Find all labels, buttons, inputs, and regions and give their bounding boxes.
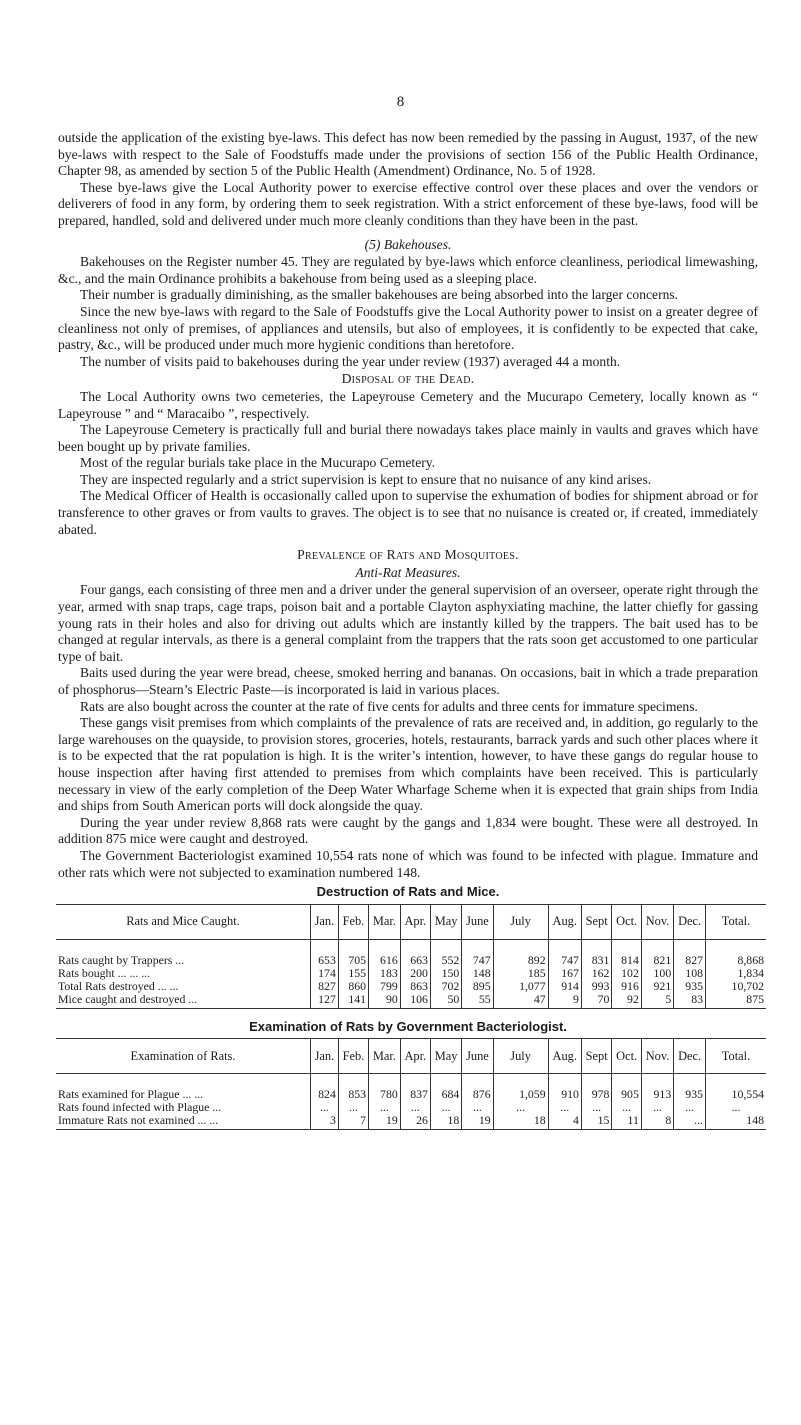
table-cell: 837 [400,1088,430,1101]
paragraph: Four gangs, each consisting of three men and a driver under the general supervision of an overseer, operate right through the year, armed with snap traps, cage traps, poison bait and a portable Clayton asphyxiating machine, the latter chiefly for gassing young rats in their holes and also for driving out adults which are instantly killed by the trappers. The bait used has to be changed at regular intervals, as there is a general complaint from the trappers that the rats soon get accustomed to one particular type of bait. [58,582,758,664]
column-header: Oct. [612,904,641,939]
paragraph: outside the application of the existing bye-laws. This defect has now been remedied by the passing in August, 1937, of the new bye-laws with respect to the Sale of Foodstuffs made under the provisions of section 156 of the Public Health Ordinance, Chapter 98, as amended by section 5 of the Public Health (Amendment) Ordinance, No. 5 of 1928. [58,130,758,179]
table-cell: 162 [581,967,612,980]
column-header: Jan. [311,904,339,939]
column-header: Nov. [641,904,673,939]
column-header: Oct. [612,1039,641,1074]
table-row [56,1114,766,1130]
table-cell: 860 [338,980,368,993]
column-header: May [430,904,461,939]
table-cell: 10,702 [706,980,767,993]
table-cell: 148 [706,1114,767,1130]
table-title-examination: Examination of Rats by Government Bacteriologist. [249,1018,567,1034]
column-header: Sept [581,1039,612,1074]
table-cell: 4 [548,1114,581,1130]
table-header-row [56,1039,766,1074]
row-label: Mice caught and destroyed ... [56,993,311,1009]
paragraph: The Lapeyrouse Cemetery is practically full and burial there nowadays takes place mainly in vaults and graves which have been bought up by private families. [58,422,758,454]
column-header: Rats and Mice Caught. [56,904,311,939]
table-cell: 663 [400,954,430,967]
table-cell: 910 [548,1088,581,1101]
column-header: Total. [706,904,767,939]
table-cell: 799 [369,980,401,993]
column-header: Total. [706,1039,767,1074]
paragraph: Their number is gradually diminishing, as the smaller bakehouses are being absorbed into the larger concerns. [80,287,679,303]
paragraph: They are inspected regularly and a strict supervision is kept to ensure that no nuisance of any kind arises. [80,471,652,487]
paragraph: Bakehouses on the Register number 45. They are regulated by bye-laws which enforce cleanliness, periodical limewashing, &c., and the main Ordinance prohibits a bakehouse from being used as a sleeping place. [58,254,758,286]
column-header: June [462,1039,493,1074]
table-cell: 26 [400,1114,430,1130]
column-header: Dec. [674,1039,706,1074]
paragraph: Rats are also bought across the counter at the rate of five cents for adults and three cents for immature specimens. [80,698,698,714]
table-cell: 5 [641,993,673,1009]
page-number: 8 [396,94,405,110]
paragraph: Most of the regular burials take place in the Mucurapo Cemetery. [80,455,436,471]
section-heading-rats-mosquitoes: Prevalence of Rats and Mosquitoes. [297,547,519,563]
column-header: Apr. [400,1039,430,1074]
table-cell: 19 [369,1114,401,1130]
table-cell: 653 [311,954,339,967]
paragraph: The Government Bacteriologist examined 10,554 rats none of which was found to be infected with plague. Immature and other rats which were not subjected to examination numbered 148. [58,847,758,880]
column-header: Mar. [369,904,401,939]
table-cell: 1,059 [493,1088,548,1101]
paragraph: These bye-laws give the Local Authority power to exercise effective control over these places and over the vendors or deliverers of food in any form, by ordering them to seek registration. With a strict enforcement of these bye-laws, food will be prepared, handled, sold and delivered under much more cleanly conditions than they have been in the past. [58,179,758,228]
row-label: Rats bought ... ... ... [58,965,151,980]
table-cell: 47 [493,993,548,1009]
column-header: Feb. [338,904,368,939]
table-cell: 141 [338,993,368,1009]
table-cell: ... [462,1101,493,1114]
table-cell: 978 [581,1088,612,1101]
paragraph: During the year under review 8,868 rats were caught by the gangs and 1,834 were bought. These were all destroyed. In addition 875 mice were caught and destroyed. [58,814,758,847]
table-cell: 90 [369,993,401,1009]
paragraph: The number of visits paid to bakehouses during the year under review (1937) averaged 44 a month. [80,353,621,369]
column-header: May [430,1039,461,1074]
table-cell: 993 [581,980,612,993]
table-cell: 876 [462,1088,493,1101]
table-row [56,967,766,980]
table-row [56,954,766,967]
table-cell: 8 [641,1114,673,1130]
section-heading-bakehouses: (5) Bakehouses. [364,236,452,252]
table-cell: 821 [641,954,673,967]
table-cell: 55 [462,993,493,1009]
table-cell: 831 [581,954,612,967]
table-cell: 183 [369,967,401,980]
table-cell: ... [311,1101,339,1114]
table-cell: ... [706,1101,767,1114]
table-cell: 9 [548,993,581,1009]
table-cell: ... [641,1101,673,1114]
column-header: Aug. [548,904,581,939]
table-cell: 70 [581,993,612,1009]
table-header-row [56,904,766,939]
paragraph: Since the new bye-laws with regard to the Sale of Foodstuffs give the Local Authority power to insist on a greater degree of cleanliness not only of premises, of appliances and utensils, but also of employees, it is confidently to be expected that cake, pastry, &c., will be produced under much more hygienic conditions than heretofore. [58,303,758,353]
column-header: Nov. [641,1039,673,1074]
column-header: July [493,904,548,939]
table-cell: 127 [311,993,339,1009]
table-cell: 747 [462,954,493,967]
table-cell: ... [400,1101,430,1114]
table-cell: 705 [338,954,368,967]
subheading-anti-rat: Anti-Rat Measures. [355,564,461,580]
table-cell: 684 [430,1088,461,1101]
table-cell: 11 [612,1114,641,1130]
table-cell: 19 [462,1114,493,1130]
table-cell: 150 [430,967,461,980]
table-cell: 863 [400,980,430,993]
table-examination-rats [56,1038,766,1130]
table-cell: 780 [369,1088,401,1101]
table-cell: 616 [369,954,401,967]
table-cell: 905 [612,1088,641,1101]
column-header: Feb. [338,1039,368,1074]
row-label: Rats found infected with Plague ... [58,1100,222,1115]
table-cell: 18 [493,1114,548,1130]
table-cell: ... [674,1114,706,1130]
column-header: Examination of Rats. [56,1039,311,1074]
table-cell: 174 [311,967,339,980]
table-cell: 921 [641,980,673,993]
table-cell: 914 [548,980,581,993]
table-cell: 895 [462,980,493,993]
table-cell: 8,868 [706,954,767,967]
table-cell: 167 [548,967,581,980]
paragraph: Baits used during the year were bread, cheese, smoked herring and bananas. On occasions, bait in which a trade preparation of phosphorus—Stearn’s Electric Paste—is incorporated is laid in various places. [58,665,758,697]
table-row [56,980,766,993]
table-cell: 83 [674,993,706,1009]
table-cell: 875 [706,993,767,1009]
table-cell: 814 [612,954,641,967]
table-cell: 747 [548,954,581,967]
table-cell: 148 [462,967,493,980]
table-cell: 827 [311,980,339,993]
table-cell: 3 [311,1114,339,1130]
table-cell: 106 [400,993,430,1009]
table-cell: ... [674,1101,706,1114]
table-cell: 92 [612,993,641,1009]
table-cell: 913 [641,1088,673,1101]
table-title-destruction: Destruction of Rats and Mice. [316,884,500,900]
table-cell: 108 [674,967,706,980]
table-cell: ... [430,1101,461,1114]
table-cell: 853 [338,1088,368,1101]
table-cell: ... [548,1101,581,1114]
paragraph: These gangs visit premises from which complaints of the prevalence of rats are received and, in addition, go regularly to the large warehouses on the quayside, to provision stores, groceries, hotels, restaurants, barrack yards and such other places where it is to be expected that the rat population is high. It is the writer’s intention, however, to have these gangs do regular house to house inspection after having first attended to premises from which complaints have been received. This is particularly necessary in view of the early completion of the Deep Water Wharfage Scheme when it is expected that grain ships from India and ships from South American ports will dock alongside the quay. [58,715,758,814]
row-label: Total Rats destroyed ... ... [58,978,179,993]
table-cell: ... [338,1101,368,1114]
table-cell: 552 [430,954,461,967]
table-destruction-rats-mice [56,904,766,1009]
table-cell: 702 [430,980,461,993]
table-cell: 18 [430,1114,461,1130]
table-cell: 185 [493,967,548,980]
column-header: Aug. [548,1039,581,1074]
table-row [56,993,766,1009]
table-cell: 155 [338,967,368,980]
table-cell: 7 [338,1114,368,1130]
section-heading-disposal-of-dead: Disposal of the Dead. [341,371,475,387]
paragraph: The Local Authority owns two cemeteries, the Lapeyrouse Cemetery and the Mucurapo Cemetery, locally known as “ Lapeyrouse ” and “ Maracaibo ”, respectively. [58,388,758,421]
table-cell: ... [369,1101,401,1114]
table-cell: 892 [493,954,548,967]
table-cell: 102 [612,967,641,980]
column-header: July [493,1039,548,1074]
row-label: Rats examined for Plague ... ... [58,1087,204,1102]
column-header: Apr. [400,904,430,939]
table-cell: 200 [400,967,430,980]
table-cell: 935 [674,1088,706,1101]
table-cell: 50 [430,993,461,1009]
table-cell: 916 [612,980,641,993]
page-content [58,130,764,1130]
column-header: June [462,904,493,939]
column-header: Mar. [369,1039,401,1074]
paragraph: The Medical Officer of Health is occasionally called upon to supervise the exhumation of bodies for shipment abroad or for transference to other graves or from vaults to graves. The object is to see that no nuisance is created or, if created, immediately abated. [58,488,758,537]
table-cell: 1,077 [493,980,548,993]
table-cell: 15 [581,1114,612,1130]
table-cell: 935 [674,980,706,993]
row-label: Immature Rats not examined ... ... [56,1114,311,1130]
table-cell: ... [581,1101,612,1114]
table-cell: 827 [674,954,706,967]
column-header: Sept [581,904,612,939]
column-header: Dec. [674,904,706,939]
table-cell: ... [493,1101,548,1114]
row-label: Rats caught by Trappers ... [58,952,185,967]
table-cell: 10,554 [706,1088,767,1101]
column-header: Jan. [311,1039,339,1074]
table-cell: ... [612,1101,641,1114]
table-cell: 1,834 [706,967,767,980]
table-cell: 824 [311,1088,339,1101]
table-cell: 100 [641,967,673,980]
